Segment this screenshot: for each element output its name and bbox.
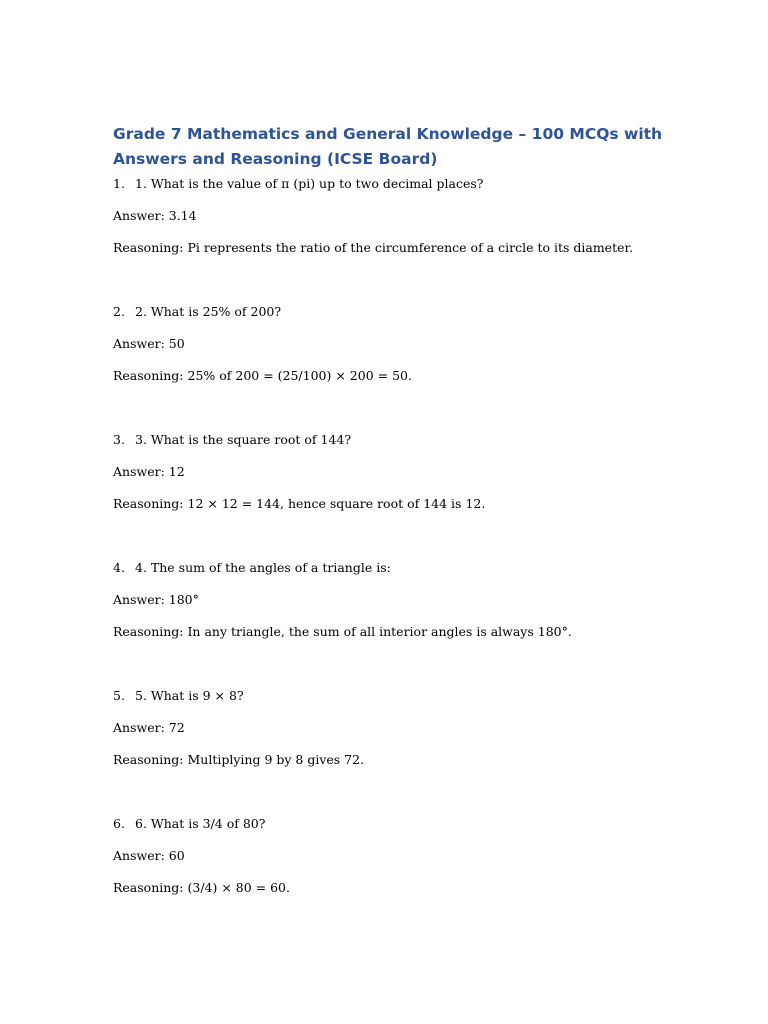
question-text: 5. What is 9 × 8? — [135, 688, 244, 703]
list-number: 6. — [113, 816, 125, 831]
question-line — [113, 432, 351, 448]
question-text: 3. What is the square root of 144? — [135, 432, 352, 447]
question-text: 6. What is 3/4 of 80? — [135, 816, 266, 831]
question-text: 1. What is the value of π (pi) up to two decimal places? — [135, 176, 484, 191]
reasoning-text: Reasoning: Multiplying 9 by 8 gives 72. — [113, 752, 365, 767]
document-title: Grade 7 Mathematics and General Knowledge – 100 MCQs with Answers and Reasoning (ICSE Board) — [113, 125, 663, 168]
list-number: 2. — [113, 304, 125, 319]
answer-text: Answer: 50 — [113, 336, 185, 351]
answer-text: Answer: 180° — [113, 592, 199, 607]
list-number: 1. — [113, 176, 125, 191]
reasoning-text: Reasoning: 25% of 200 = (25/100) × 200 = 50. — [113, 368, 412, 383]
answer-text: Answer: 3.14 — [113, 208, 197, 223]
question-text: 4. The sum of the angles of a triangle is: — [135, 560, 391, 575]
reasoning-text: Reasoning: In any triangle, the sum of all interior angles is always 180°. — [113, 624, 572, 639]
list-number: 3. — [113, 432, 125, 447]
list-number: 4. — [113, 560, 125, 575]
question-line — [113, 688, 244, 704]
question-text: 2. What is 25% of 200? — [135, 304, 282, 319]
question-line — [113, 816, 265, 832]
question-line — [113, 560, 391, 576]
reasoning-text: Reasoning: 12 × 12 = 144, hence square root of 144 is 12. — [113, 496, 486, 511]
list-number: 5. — [113, 688, 125, 703]
answer-text: Answer: 12 — [113, 464, 185, 479]
reasoning-text: Reasoning: (3/4) × 80 = 60. — [113, 880, 290, 895]
reasoning-text: Reasoning: Pi represents the ratio of the circumference of a circle to its diameter. — [113, 240, 634, 255]
question-line — [113, 304, 281, 320]
question-line — [113, 176, 483, 192]
answer-text: Answer: 60 — [113, 848, 185, 863]
answer-text: Answer: 72 — [113, 720, 185, 735]
